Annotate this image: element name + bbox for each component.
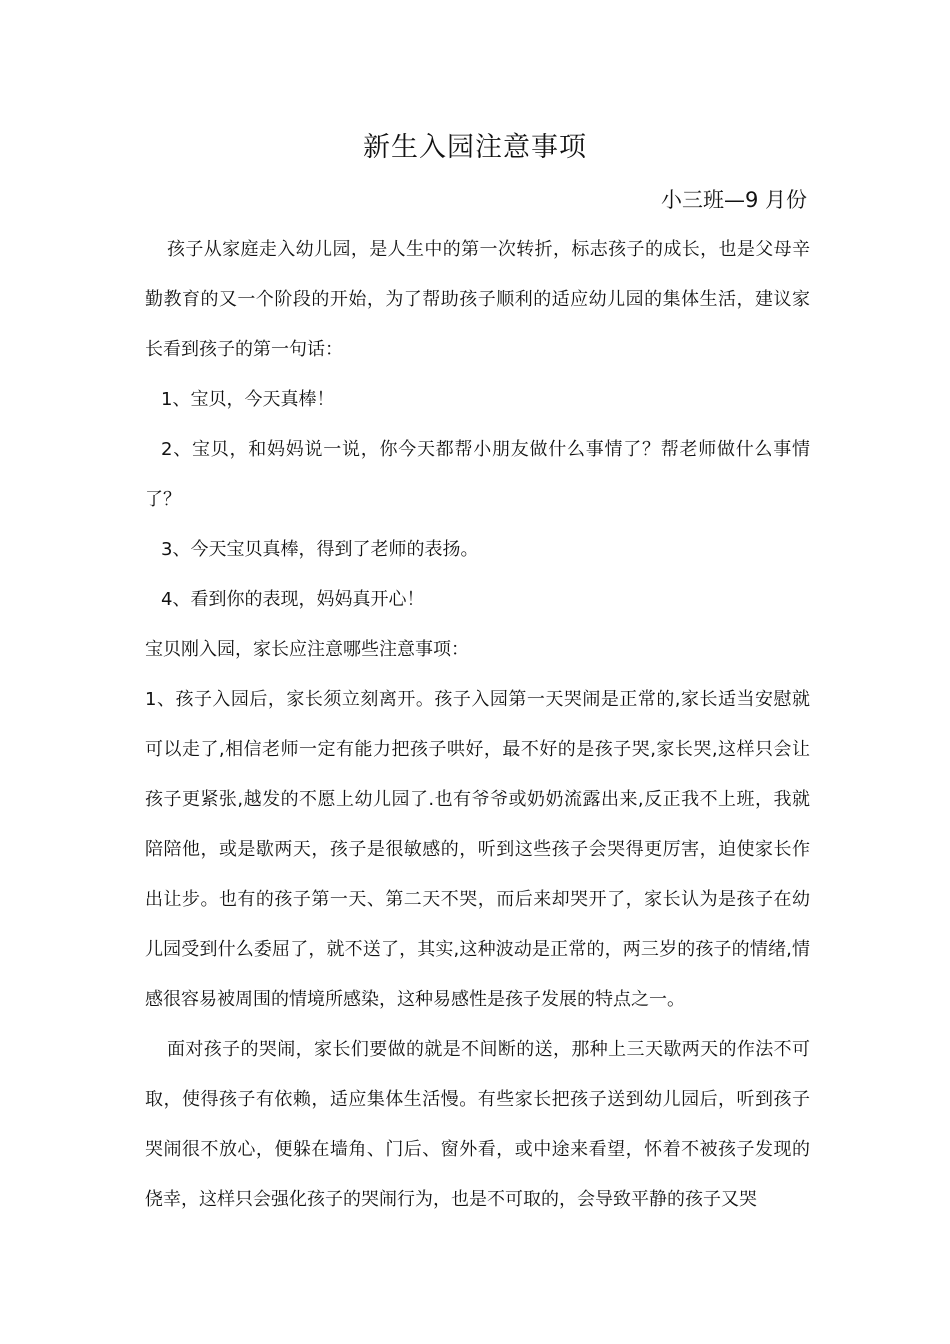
notes-paragraph-1: 1、孩子入园后，家长须立刻离开。孩子入园第一天哭闹是正常的,家长适当安慰就可以走了,相信老师一定有能力把孩子哄好，最不好的是孩子哭,家长哭,这样只会让孩子更紧张,越发的不愿上幼儿园了.也有爷爷或奶奶流露出来,反正我不上班，我就陪陪他，或是歇两天，孩子是很敏感的，听到这些孩子会哭得更厉害，迫使家长作出让步。也有的孩子第一天、第二天不哭，而后来却哭开了，家长认为是孩子在幼儿园受到什么委屈了，就不送了，其实,这种波动是正常的，两三岁的孩子的情绪,情感很容易被周围的情境所感染，这种易感性是孩子发展的特点之一。 bbox=[145, 689, 810, 1010]
notes-paragraph-2: 面对孩子的哭闹，家长们要做的就是不间断的送，那种上三天歇两天的作法不可取，使得孩子有依赖，适应集体生活慢。有些家长把孩子送到幼儿园后，听到孩子哭闹很不放心，便躲在墙角、门后、窗外看，或中途来看望，怀着不被孩子发现的侥幸，这样只会强化孩子的哭闹行为，也是不可取的，会导致平静的孩子又哭 bbox=[145, 1039, 810, 1210]
document-title: 新生入园注意事项 bbox=[363, 132, 587, 163]
class-month-label: 小三班—9 月份 bbox=[660, 188, 807, 212]
document-body bbox=[145, 225, 810, 1225]
greeting-item-4: 4、看到你的表现，妈妈真开心！ bbox=[161, 589, 425, 610]
notes-heading: 宝贝刚入园，家长应注意哪些注意事项： bbox=[145, 639, 469, 660]
greeting-item-1: 1、宝贝，今天真棒！ bbox=[161, 389, 335, 410]
greeting-item-3: 3、今天宝贝真棒，得到了老师的表扬。 bbox=[161, 539, 479, 560]
greeting-item-2: 2、宝贝，和妈妈说一说，你今天都帮小朋友做什么事情了？帮老师做什么事情了？ bbox=[145, 439, 810, 510]
intro-paragraph: 孩子从家庭走入幼儿园，是人生中的第一次转折，标志孩子的成长，也是父母辛勤教育的又一个阶段的开始，为了帮助孩子顺利的适应幼儿园的集体生活，建议家长看到孩子的第一句话： bbox=[145, 239, 810, 360]
